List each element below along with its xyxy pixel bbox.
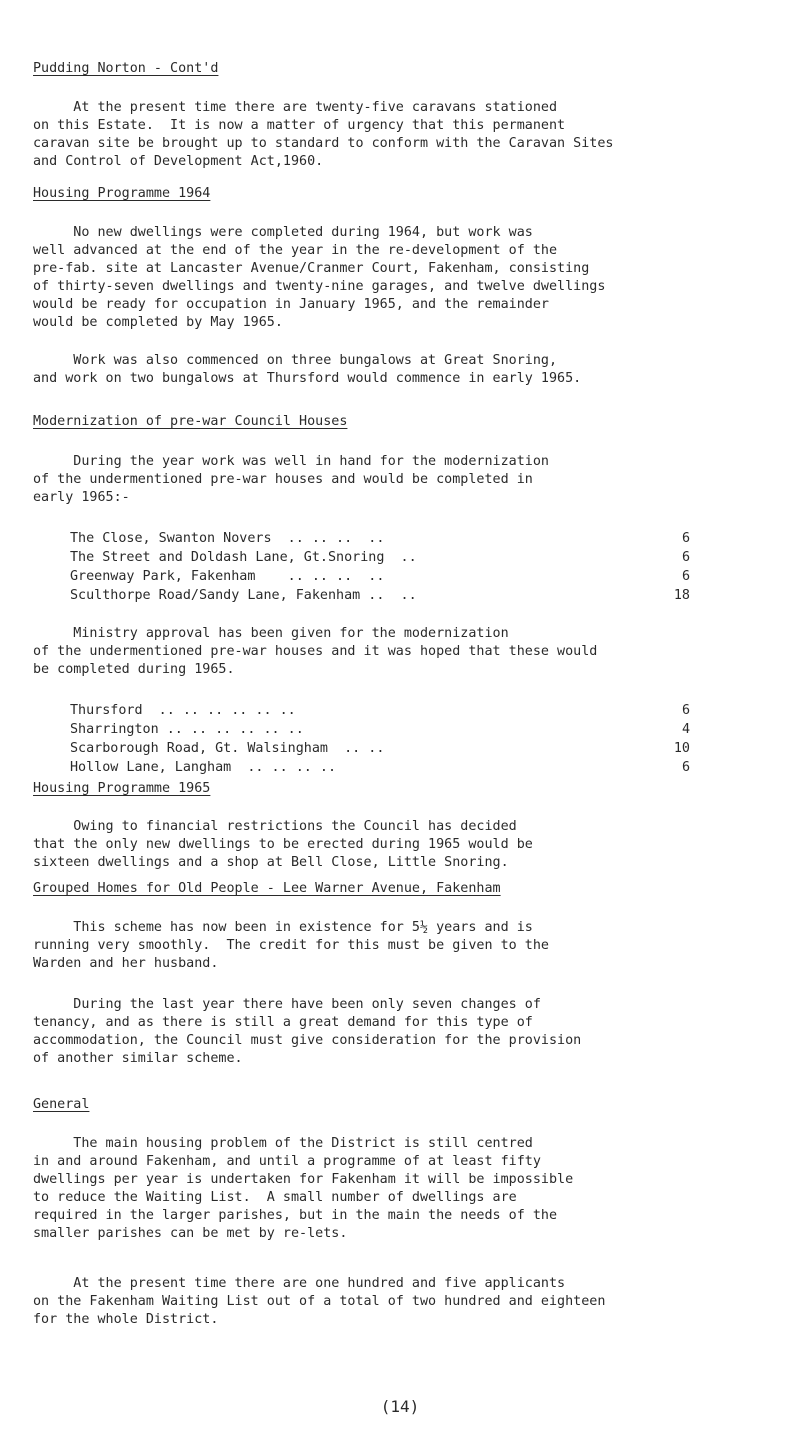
continuation-heading: Pudding Norton - Cont'd: [33, 61, 219, 76]
list-item-count: 4: [681, 722, 690, 737]
caravans-paragraph: At the present time there are twenty-five caravans stationed on this Estate. It is now a matter of urgency that this permanent caravan site be brought up to standard to conform with the Caravan Sites and Control of Development Act,1960.: [33, 100, 614, 169]
list-item: [70, 740, 690, 759]
housing-programme-1965-heading: Housing Programme 1965: [33, 781, 211, 796]
general-paragraph-2: At the present time there are one hundred and five applicants on the Fakenham Waiting List out of a total of two hundred and eighteen for the whole District.: [33, 1276, 606, 1327]
list-item: [70, 587, 690, 606]
list-item-count: 18: [673, 588, 690, 603]
list-item-count: 10: [673, 741, 690, 756]
housing-programme-1964-heading: Housing Programme 1964: [33, 186, 211, 201]
list-item-name: The Street and Doldash Lane, Gt.Snoring ..: [70, 550, 417, 565]
list-item-name: Scarborough Road, Gt. Walsingham .. ..: [70, 741, 385, 756]
list-item-name: Thursford .. .. .. .. .. ..: [70, 703, 296, 718]
housing-1964-paragraph-2: Work was also commenced on three bungalows at Great Snoring, and work on two bungalows at Thursford would commence in early 1965.: [33, 353, 582, 386]
grouped-homes-paragraph-1: This scheme has now been in existence for 5½ years and is running very smoothly. The credit for this must be given to the Warden and her husband.: [33, 920, 549, 971]
list-item: [70, 549, 690, 568]
list-item-name: Hollow Lane, Langham .. .. .. ..: [70, 760, 337, 775]
grouped-homes-paragraph-2: During the last year there have been only seven changes of tenancy, and as there is still a great demand for this type of accommodation, the Council must give consideration for the provision of another similar scheme.: [33, 997, 582, 1066]
list-item: [70, 568, 690, 587]
modernization-paragraph-2: Ministry approval has been given for the modernization of the undermentioned pre-war houses and it was hoped that these would be completed during 1965.: [33, 626, 598, 677]
page-number: (14): [380, 1397, 420, 1416]
modernization-list-approved: [70, 702, 690, 778]
list-item-count: 6: [681, 531, 690, 546]
list-item: [70, 759, 690, 778]
housing-1964-paragraph-1: No new dwellings were completed during 1964, but work was well advanced at the end of the year in the re-development of the pre-fab. site at Lancaster Avenue/Cranmer Court, Fakenham, consisting of thirty-seven dwellings and twenty-nine garages, and twelve dwellings would be ready for occupation in January 1965, and the remainder would be completed by May 1965.: [33, 225, 606, 330]
list-item-count: 6: [681, 703, 690, 718]
list-item: [70, 702, 690, 721]
list-item: [70, 721, 690, 740]
list-item-count: 6: [681, 569, 690, 584]
list-item-name: The Close, Swanton Novers .. .. .. ..: [70, 531, 385, 546]
modernization-list-completed: [70, 530, 690, 606]
general-heading: General: [33, 1097, 90, 1112]
list-item-name: Sculthorpe Road/Sandy Lane, Fakenham .. ..: [70, 588, 417, 603]
grouped-homes-heading: Grouped Homes for Old People - Lee Warner Avenue, Fakenham: [33, 881, 501, 896]
modernization-heading: Modernization of pre-war Council Houses: [33, 414, 348, 429]
modernization-paragraph-1: During the year work was well in hand for the modernization of the undermentioned pre-war houses and would be completed in early 1965:-: [33, 454, 549, 505]
list-item: [70, 530, 690, 549]
housing-1965-paragraph: Owing to financial restrictions the Council has decided that the only new dwellings to be erected during 1965 would be sixteen dwellings and a shop at Bell Close, Little Snoring.: [33, 819, 533, 870]
list-item-count: 6: [681, 550, 690, 565]
list-item-name: Sharrington .. .. .. .. .. ..: [70, 722, 304, 737]
general-paragraph-1: The main housing problem of the District is still centred in and around Fakenham, and until a programme of at least fifty dwellings per year is undertaken for Fakenham it will be impossible to reduce the Waiting List. A small number of dwellings are required in the larger parishes, but in the main the needs of the smaller parishes can be met by re-lets.: [33, 1136, 574, 1241]
list-item-count: 6: [681, 760, 690, 775]
list-item-name: Greenway Park, Fakenham .. .. .. ..: [70, 569, 385, 584]
